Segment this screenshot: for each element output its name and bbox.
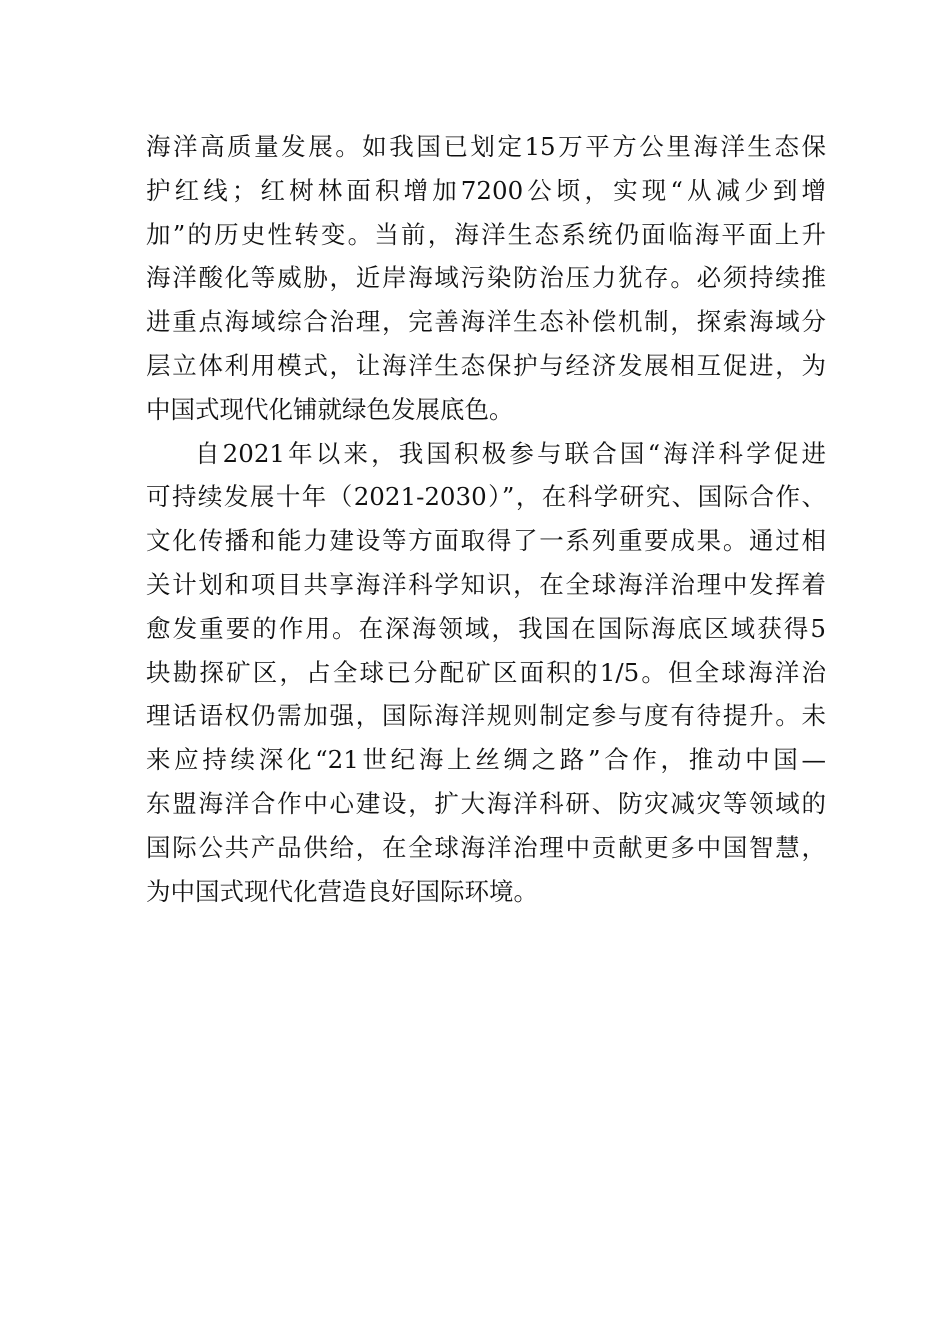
paragraph-line: 来应持续深化“21世纪海上丝绸之路”合作，推动中国— [146, 745, 826, 775]
paragraph-line: 国际公共产品供给，在全球海洋治理中贡献更多中国智慧， [146, 832, 826, 862]
paragraph-line: 海洋高质量发展。如我国已划定15万平方公里海洋生态保 [146, 132, 826, 161]
paragraph-line: 东盟海洋合作中心建设，扩大海洋科研、防灾减灾等领域的 [146, 788, 826, 818]
paragraph-line: 海洋酸化等威胁，近岸海域污染防治压力犹存。必须持续推 [146, 263, 826, 293]
paragraph-line: 文化传播和能力建设等方面取得了一系列重要成果。通过相 [146, 526, 826, 556]
paragraph-line: 加”的历史性转变。当前，海洋生态系统仍面临海平面上升 [146, 219, 826, 249]
paragraph-1 [146, 125, 826, 432]
paragraph-line: 块勘探矿区，占全球已分配矿区面积的1/5。但全球海洋治 [146, 657, 826, 687]
paragraph-line: 层立体利用模式，让海洋生态保护与经济发展相互促进，为 [146, 350, 826, 380]
paragraph-line: 理话语权仍需加强，国际海洋规则制定参与度有待提升。未 [146, 701, 826, 731]
paragraph-line: 可持续发展十年（2021-2030）”，在科学研究、国际合作、 [146, 482, 826, 512]
paragraph-line: 为中国式现代化营造良好国际环境。 [146, 876, 538, 906]
paragraph-line: 愈发重要的作用。在深海领域，我国在国际海底区域获得5 [146, 613, 826, 643]
paragraph-line: 自2021年以来，我国积极参与联合国“海洋科学促进 [195, 438, 826, 468]
paragraph-2 [146, 432, 826, 914]
paragraph-line: 护红线；红树林面积增加7200公顷，实现“从减少到增 [146, 175, 826, 205]
paragraph-line: 关计划和项目共享海洋科学知识，在全球海洋治理中发挥着 [146, 569, 826, 599]
paragraph-line: 中国式现代化铺就绿色发展底色。 [146, 394, 514, 424]
paragraph-line: 进重点海域综合治理，完善海洋生态补偿机制，探索海域分 [146, 307, 826, 337]
document-body [146, 125, 826, 913]
